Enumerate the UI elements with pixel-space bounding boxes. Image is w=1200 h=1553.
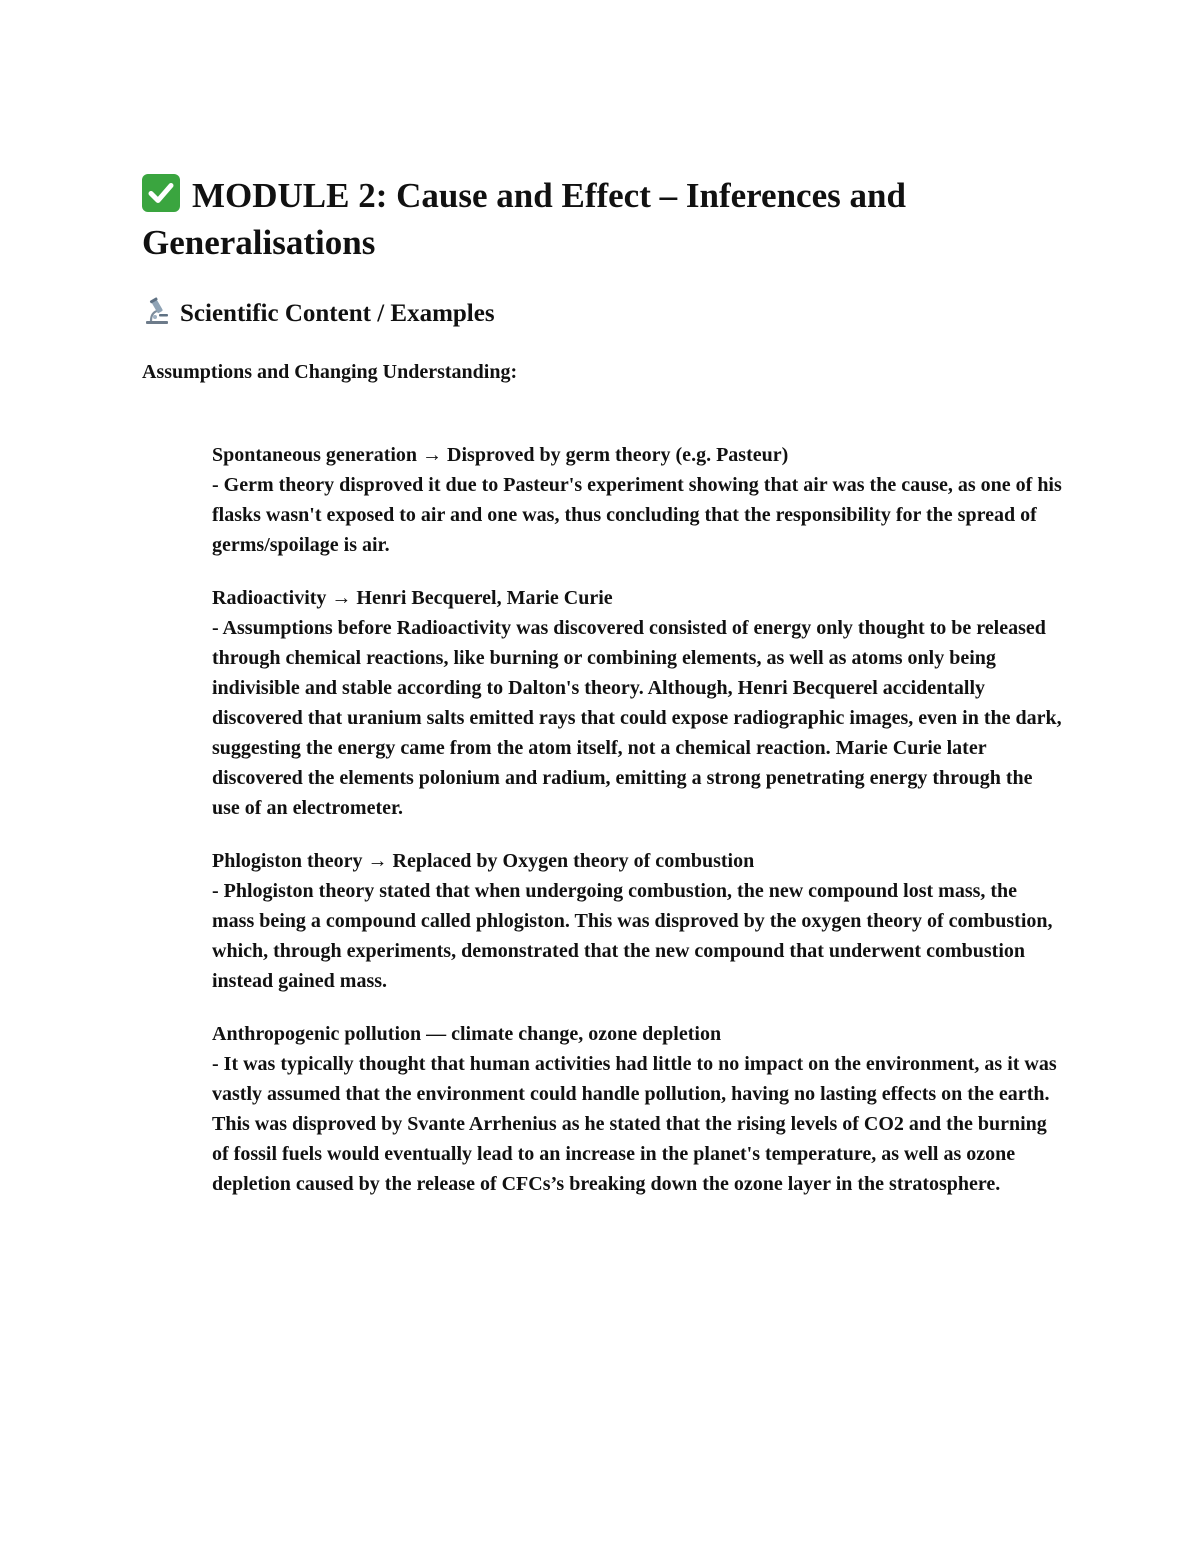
section-subtitle-text: Scientific Content / Examples [180, 300, 495, 327]
check-mark-icon [142, 174, 180, 212]
page-title [142, 172, 1042, 266]
section-label: Assumptions and Changing Understanding: [142, 361, 518, 383]
entry-heading: Phlogiston theory → Replaced by Oxygen theory of combustion [212, 850, 755, 872]
entry-body: - Germ theory disproved it due to Pasteur's experiment showing that air was the cause, as one of his flasks wasn't exposed to air and one was, thus concluding that the responsibility for the spread of germs/spoilage is air. [212, 474, 1062, 556]
microscope-icon [142, 296, 172, 326]
entry-body: - Phlogiston theory stated that when undergoing combustion, the new compound lost mass, the mass being a compound called phlogiston. This was disproved by the oxygen theory of combustion, which, through experiments, demonstrated that the new compound that underwent combustion instead gained mass. [212, 880, 1053, 992]
list-item [212, 846, 1062, 996]
entry-body: - It was typically thought that human activities had little to no impact on the environment, as it was vastly assumed that the environment could handle pollution, having no lasting effects on the earth. This was disproved by Svante Arrhenius as he stated that the rising levels of CO2 and the burning of fossil fuels would eventually lead to an increase in the planet's temperature, as well as ozone depletion caused by the release of CFCs’s breaking down the ozone layer in the stratosphere. [212, 1053, 1057, 1195]
page-title-text: MODULE 2: Cause and Effect – Inferences and Generalisations [142, 176, 906, 262]
entry-heading: Anthropogenic pollution — climate change, ozone depletion [212, 1023, 722, 1045]
list-item [212, 583, 1062, 823]
list-item [212, 1019, 1062, 1199]
list-item [212, 440, 1062, 560]
entry-list [212, 440, 1062, 1222]
entry-heading: Radioactivity → Henri Becquerel, Marie Curie [212, 587, 613, 609]
section-subtitle [142, 296, 495, 332]
entry-heading: Spontaneous generation → Disproved by germ theory (e.g. Pasteur) [212, 444, 789, 466]
entry-body: - Assumptions before Radioactivity was discovered consisted of energy only thought to be released through chemical reactions, like burning or combining elements, as well as atoms only being indivisible and stable according to Dalton's theory. Although, Henri Becquerel accidentally discovered that uranium salts emitted rays that could expose radiographic images, even in the dark, suggesting the energy came from the atom itself, not a chemical reaction. Marie Curie later discovered the elements polonium and radium, emitting a strong penetrating energy through the use of an electrometer. [212, 617, 1062, 819]
